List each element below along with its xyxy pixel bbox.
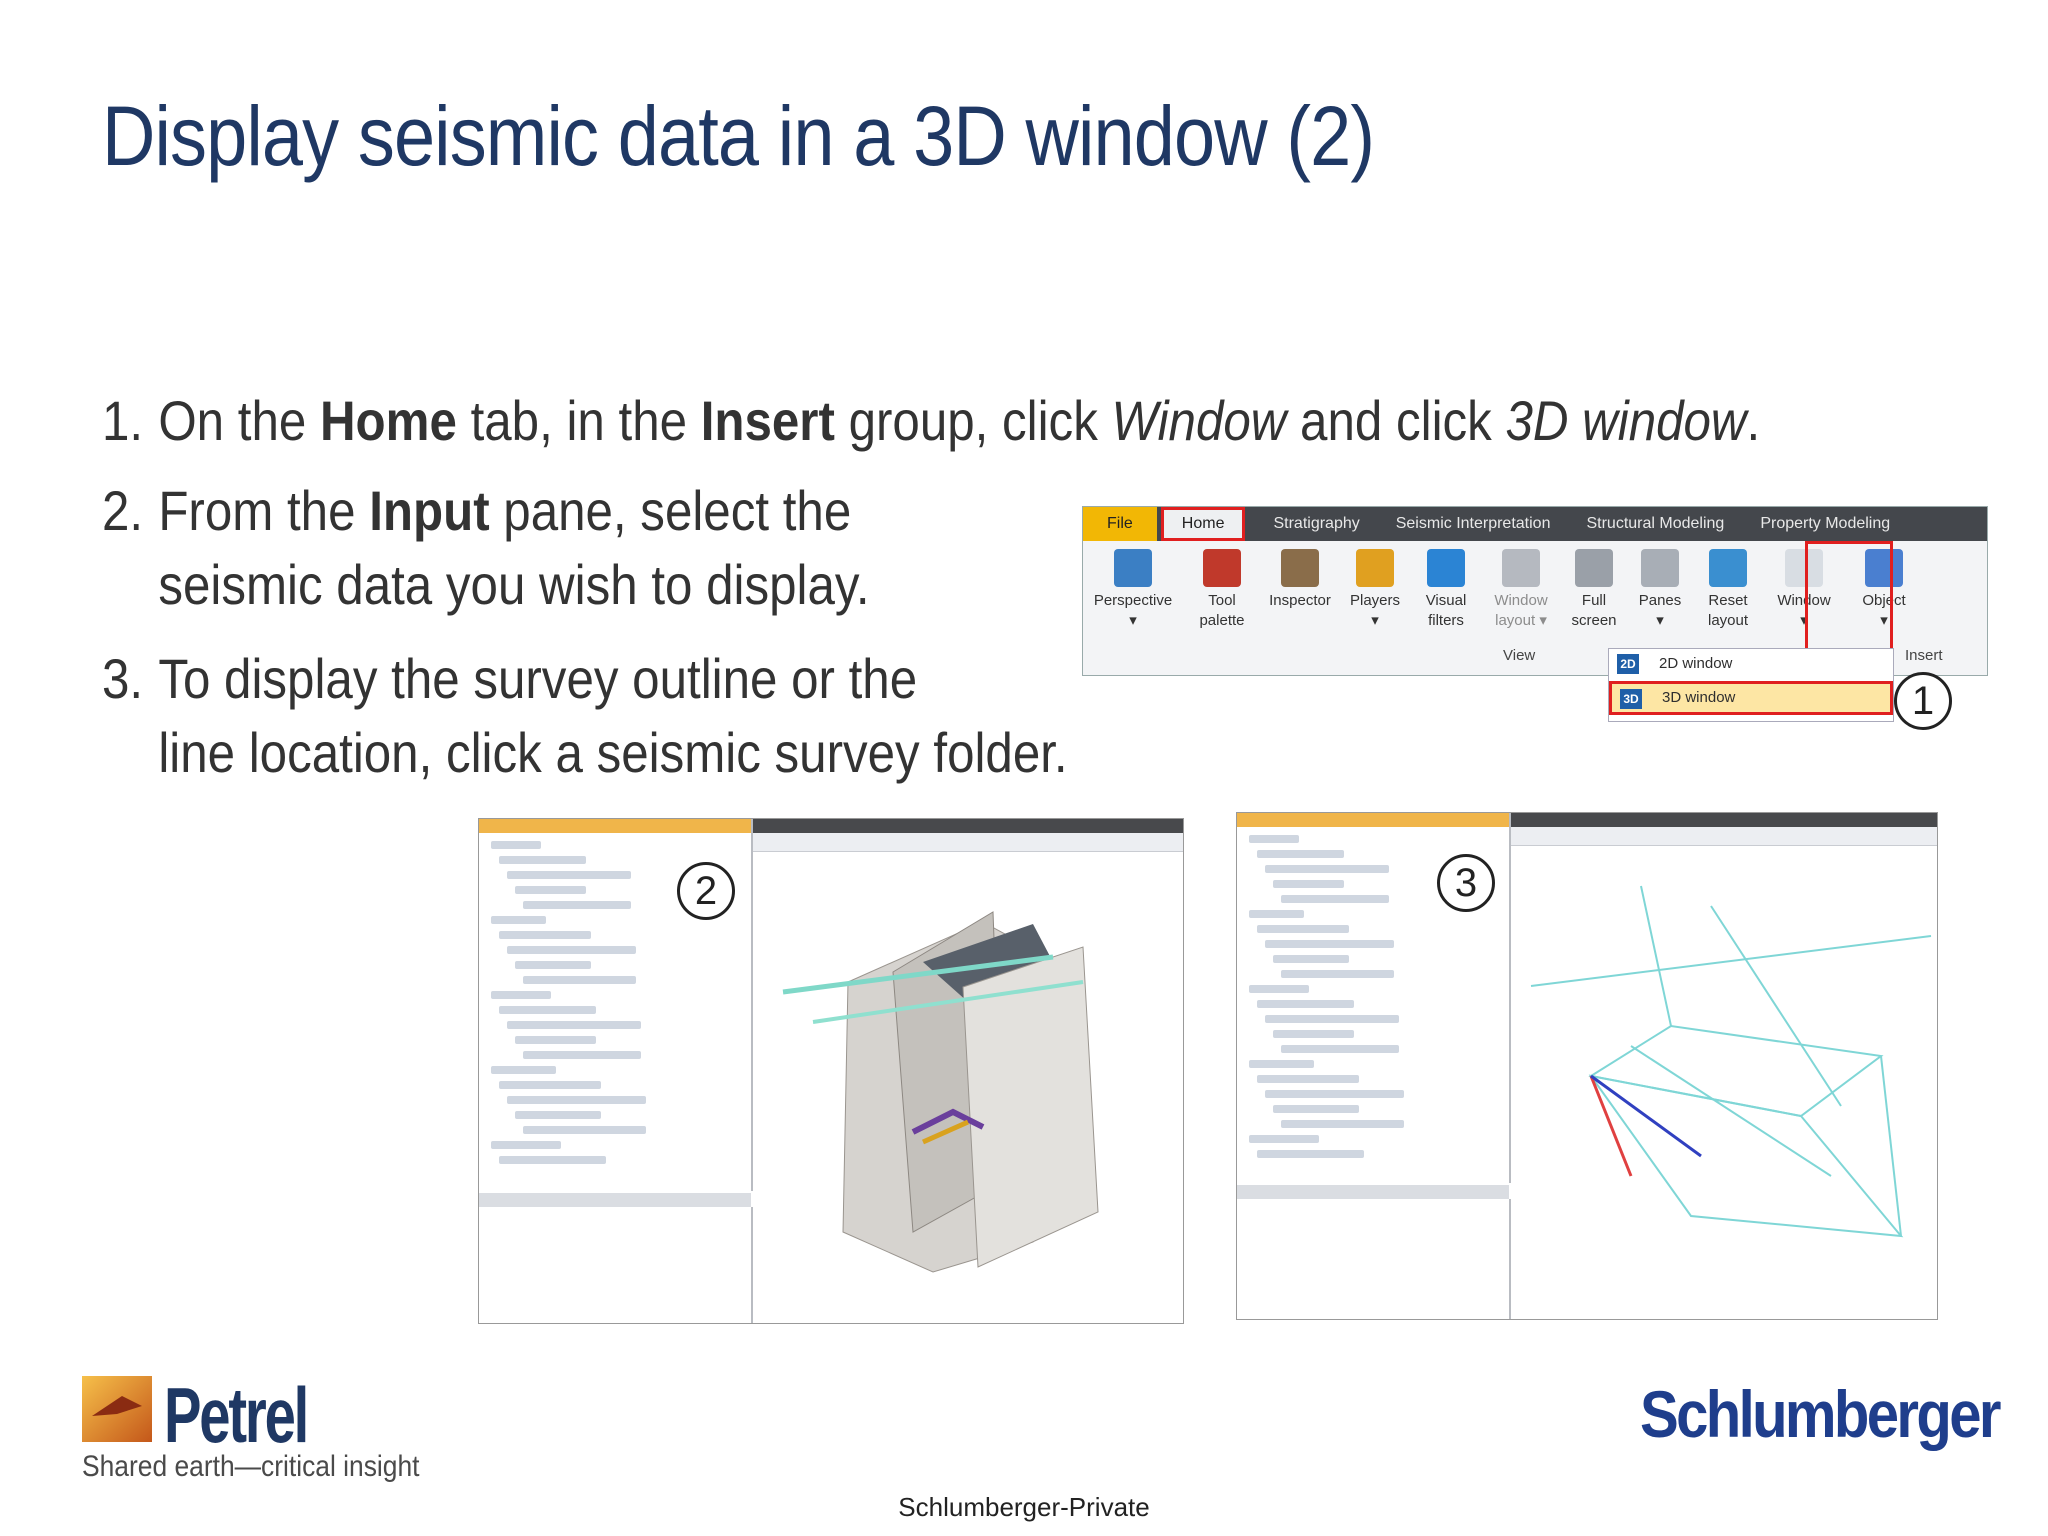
tree-item[interactable] [1257,1150,1364,1158]
tree-item[interactable] [499,1156,606,1164]
menu-item-3d-window[interactable]: 3D 3D window [1609,681,1893,715]
tree-item[interactable] [523,1051,641,1059]
tree-item[interactable] [1273,880,1344,888]
ribbon-tool-full[interactable]: Full screen [1561,547,1627,649]
petrel-logo-text: Petrel [164,1371,308,1459]
3d-window-view [753,819,1183,1323]
tree-item[interactable] [499,856,586,864]
models-pane-2 [1237,1199,1511,1319]
step-2: 2. From the Input pane, select the seismic data you wish to display. [102,479,870,616]
callout-3: 3 [1437,854,1495,912]
tree-item[interactable] [1257,1000,1354,1008]
ribbon-tool-window-insert[interactable]: Window ▾ [1763,547,1845,649]
ribbon-tool-window[interactable]: Window layout ▾ [1481,547,1561,649]
tab-home[interactable]: Home [1161,507,1246,541]
menu-item-2d-window[interactable]: 2D 2D window [1609,649,1893,679]
slide-title: Display seismic data in a 3D window (2) [102,89,1375,183]
input-pane-header [479,819,751,833]
ribbon-tool-panes[interactable]: Panes ▾ [1627,547,1693,649]
ribbon-tabbar [1083,507,1987,541]
tree-item[interactable] [1265,1015,1399,1023]
tab-seismic-interpretation[interactable]: Seismic Interpretation [1395,515,1551,532]
tree-item[interactable] [515,886,586,894]
step-1: 1. On the Home tab, in the Insert group, click Window and click 3D window. [102,389,1761,452]
tree-item[interactable] [507,1096,646,1104]
footer-classification: Schlumberger-Private [898,1492,1150,1522]
tree-item[interactable] [1281,1120,1404,1128]
tree-item[interactable] [1249,985,1309,993]
ribbon-tool-object[interactable]: Object ▾ [1845,547,1923,649]
ribbon-tool-visual[interactable]: Visual filters [1411,547,1481,649]
callout-2: 2 [677,862,735,920]
ribbon-tool-tool[interactable]: Tool palette [1183,547,1261,649]
inspector-icon [1281,549,1319,587]
tree-item[interactable] [515,1036,596,1044]
tree-item[interactable] [1273,1105,1359,1113]
tree-item[interactable] [1257,1075,1359,1083]
tree-item[interactable] [1265,865,1389,873]
tree-item[interactable] [523,976,636,984]
tree-item[interactable] [1265,940,1394,948]
group-label-view: View [1503,647,1536,664]
players-icon [1356,549,1394,587]
tab-property-modeling[interactable]: Property Modeling [1760,515,1891,532]
tree-item[interactable] [1249,1060,1314,1068]
panes-icon [1641,549,1679,587]
tab-file[interactable]: File [1083,507,1157,541]
tree-item[interactable] [1273,955,1349,963]
tree-item[interactable] [1265,1090,1404,1098]
tree-item[interactable] [1257,925,1349,933]
tree-item[interactable] [491,1141,561,1149]
survey-outline-graphic [1511,846,1937,1318]
tree-item[interactable] [491,1066,556,1074]
ribbon-tool-reset[interactable]: Reset layout [1693,547,1763,649]
ribbon-tool-perspective[interactable]: Perspective ▾ [1083,547,1183,649]
callout-1: 1 [1894,672,1952,730]
tree-item[interactable] [491,841,541,849]
tree-item[interactable] [507,871,631,879]
ribbon-tool-players[interactable]: Players ▾ [1339,547,1411,649]
tree-item[interactable] [1273,1030,1354,1038]
3d-window-view-2 [1511,813,1937,1319]
models-pane-header [479,1193,751,1207]
window-highlight-box [1805,541,1893,651]
models-pane-2-header [1237,1185,1509,1199]
tab-structural-modeling[interactable]: Structural Modeling [1586,515,1725,532]
tree-item[interactable] [491,991,551,999]
tab-stratigraphy[interactable]: Stratigraphy [1273,515,1360,532]
tree-item[interactable] [491,916,546,924]
ribbon-tool-inspector[interactable]: Inspector [1261,547,1339,649]
petrel-logo-icon [82,1376,152,1442]
tree-item[interactable] [515,1111,601,1119]
models-pane [479,1207,753,1323]
schlumberger-logo: Schlumberger [1640,1377,1999,1451]
visual-icon [1427,549,1465,587]
tree-item[interactable] [1249,910,1304,918]
tool-icon [1203,549,1241,587]
tree-item[interactable] [1281,895,1389,903]
step-3: 3. To display the survey outline or the line location, click a seismic survey folder. [102,647,1068,784]
input-pane-2-header [1237,813,1509,827]
petrel-tagline: Shared earth—critical insight [82,1450,420,1483]
full-icon [1575,549,1613,587]
seismic-sections-graphic [753,852,1183,1322]
3d-badge-icon: 3D [1620,689,1642,709]
tree-item[interactable] [515,961,591,969]
tree-item[interactable] [499,1081,601,1089]
tree-item[interactable] [499,931,591,939]
2d-badge-icon: 2D [1617,654,1639,674]
reset-icon [1709,549,1747,587]
perspective-icon [1114,549,1152,587]
tree-item[interactable] [507,1021,641,1029]
tree-item[interactable] [523,1126,646,1134]
tree-item[interactable] [523,901,631,909]
tree-item[interactable] [1257,850,1344,858]
screenshot-3d-seismic [478,818,1184,1324]
tree-item[interactable] [507,946,636,954]
tree-item[interactable] [1249,1135,1319,1143]
tree-item[interactable] [1281,970,1394,978]
tree-item[interactable] [499,1006,596,1014]
group-label-insert: Insert [1905,647,1943,664]
window-icon [1502,549,1540,587]
window-dropdown-menu [1608,648,1894,722]
tree-item[interactable] [1281,1045,1399,1053]
screenshot-survey-outline [1236,812,1938,1320]
tree-item[interactable] [1249,835,1299,843]
